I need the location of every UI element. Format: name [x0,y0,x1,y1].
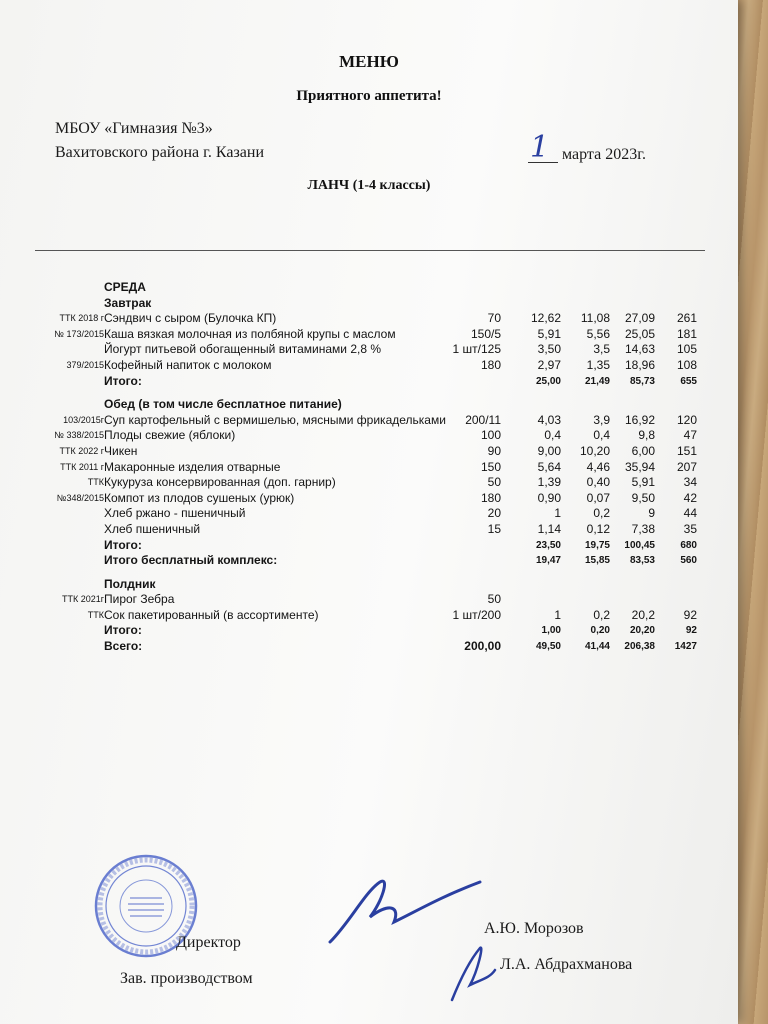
portion-size: 150 [480,459,501,474]
dish-name: Сок пакетированный (в ассортименте) [104,607,319,622]
recipe-code: №348/2015 [56,492,104,503]
portion-size: 20 [487,506,501,521]
calories-value: 207 [676,459,697,474]
fat-value: 3,5 [593,342,610,357]
carbs-value: 25,05 [624,326,655,341]
recipe-code: ТТК 2011 г [60,461,104,472]
dish-name: Кукуруза консервированная (доп. гарнир) [104,475,336,490]
total-calories: 680 [680,539,697,551]
protein-value: 0,4 [544,428,561,443]
menu-item-row [0,475,738,491]
recipe-code: ТТК [87,477,104,488]
protein-value: 1,14 [537,521,561,536]
portion-size: 180 [480,490,501,505]
portion-size: 50 [487,475,501,490]
protein-value: 4,03 [537,412,561,427]
calories-value: 35 [683,521,697,536]
calories-value: 151 [676,443,697,458]
portion-size: 90 [487,443,501,458]
total-row [0,538,738,554]
carbs-value: 35,94 [624,459,655,474]
recipe-code: 103/2015г [63,414,104,425]
portion-size: 1 шт/200 [452,607,501,622]
menu-item-row [0,358,738,374]
carbs-value: 27,09 [624,311,655,326]
fat-value: 0,4 [593,428,610,443]
recipe-code: ТТК [87,609,104,620]
portion-size: 100 [480,428,501,443]
deputy-signature-icon [440,940,510,1010]
day-label: СРЕДА [104,280,146,294]
recipe-code: № 173/2015 [54,328,104,339]
menu-table [0,280,738,655]
menu-item-row [0,444,738,460]
dish-name: Сэндвич с сыром (Булочка КП) [104,311,277,326]
menu-item-row [0,327,738,343]
protein-value: 5,91 [537,326,561,341]
menu-item-row [0,460,738,476]
dish-name: Хлеб ржано - пшеничный [104,506,246,521]
total-label: Итого: [104,537,142,552]
fat-value: 0,07 [586,490,610,505]
date-month-year: марта 2023г. [562,146,646,163]
total-protein: 25,00 [535,375,561,387]
deputy-name: Л.А. Абдрахманова [500,956,633,973]
protein-value: 1,39 [537,475,561,490]
portion-size: 50 [487,592,501,607]
total-protein: 49,50 [535,641,561,653]
total-calories: 92 [685,625,697,637]
total-fat: 15,85 [584,555,610,567]
total-calories: 1427 [674,641,697,653]
carbs-value: 7,38 [631,521,655,536]
total-calories: 655 [680,375,697,387]
fat-value: 10,20 [579,443,610,458]
calories-value: 92 [683,607,697,622]
recipe-code: ТТК 2022 г [59,445,104,456]
protein-value: 3,50 [537,342,561,357]
menu-item-row [0,522,738,538]
menu-item-row [0,608,738,624]
carbs-value: 9,50 [631,490,655,505]
calories-value: 34 [683,475,697,490]
total-calories: 560 [680,555,697,567]
carbs-value: 6,00 [631,443,655,458]
recipe-code: ТТК 2018 г [59,313,104,324]
total-label: Итого: [104,373,142,388]
section-title: Обед (в том числе бесплатное питание) [104,397,342,412]
calories-value: 120 [676,412,697,427]
protein-value: 5,64 [537,459,561,474]
section-header-row [0,397,738,413]
protein-value: 2,97 [537,357,561,372]
dish-name: Макаронные изделия отварные [104,459,281,474]
menu-item-row [0,506,738,522]
total-label: Итого бесплатный комплекс: [104,553,278,568]
section-spacer [0,569,738,577]
total-carbs: 83,53 [629,555,655,567]
date-day-handwritten: 1 [530,130,550,165]
portion-size: 150/5 [470,326,501,341]
fat-value: 0,12 [586,521,610,536]
day-row [0,280,738,296]
total-fat: 0,20 [590,625,610,637]
section-title: Полдник [104,576,156,591]
dish-name: Пирог Зебра [104,592,175,607]
total-fat: 19,75 [584,539,610,551]
carbs-value: 18,96 [624,357,655,372]
section-spacer [0,389,738,397]
carbs-value: 20,2 [631,607,655,622]
protein-value: 9,00 [537,443,561,458]
total-fat: 41,44 [584,641,610,653]
total-protein: 23,50 [535,539,561,551]
menu-item-row [0,592,738,608]
recipe-code: № 338/2015 [54,430,104,441]
calories-value: 44 [683,506,697,521]
menu-subtitle: Приятного аппетита! [296,88,442,104]
protein-value: 1 [554,607,561,622]
calories-value: 181 [676,326,697,341]
menu-item-row [0,342,738,358]
dish-name: Компот из плодов сушеных (урюк) [104,490,295,505]
director-name: А.Ю. Морозов [484,920,584,937]
recipe-code: ТТК 2021г [61,594,104,605]
protein-value: 12,62 [530,311,561,326]
total-carbs: 100,45 [624,539,655,551]
recipe-code: 379/2015 [66,359,104,370]
total-row [0,374,738,390]
menu-item-row [0,311,738,327]
fat-value: 11,08 [580,311,610,326]
total-carbs: 206,38 [624,641,655,653]
divider-line [35,250,705,251]
total-fat: 21,49 [584,375,610,387]
carbs-value: 5,91 [631,475,655,490]
dish-name: Каша вязкая молочная из полбяной крупы с маслом [104,326,396,341]
carbs-value: 16,92 [624,412,655,427]
dish-name: Кофейный напиток с молоком [104,357,272,372]
portion-size: 70 [487,311,501,326]
director-title: Директор [176,934,241,951]
calories-value: 47 [683,428,697,443]
portion-size: 200/11 [465,412,501,427]
deputy-title: Зав. производством [120,970,253,987]
director-signature-icon [320,862,490,952]
fat-value: 5,56 [586,326,610,341]
dish-name: Чикен [104,443,138,458]
school-district: Вахитовского района г. Казани [55,144,264,161]
menu-item-row [0,428,738,444]
carbs-value: 14,63 [624,342,655,357]
date-underline [528,162,558,163]
calories-value: 261 [676,311,697,326]
protein-value: 1 [554,506,561,521]
dish-name: Хлеб пшеничный [104,521,201,536]
lunch-title: ЛАНЧ (1-4 классы) [307,178,431,193]
menu-item-row [0,491,738,507]
total-row [0,623,738,639]
dish-name: Йогурт питьевой обогащенный витаминами 2,8 % [104,342,382,357]
fat-value: 0,40 [586,475,610,490]
section-header-row [0,577,738,593]
total-protein: 1,00 [541,625,561,637]
carbs-value: 9,8 [638,428,655,443]
fat-value: 1,35 [586,357,610,372]
total-carbs: 85,73 [629,375,655,387]
fat-value: 4,46 [586,459,610,474]
total-portion: 200,00 [464,639,501,654]
dish-name: Плоды свежие (яблоки) [104,428,236,443]
section-header-row [0,296,738,312]
total-label: Всего: [104,639,143,654]
protein-value: 0,90 [537,490,561,505]
school-name: МБОУ «Гимназия №3» [55,120,213,137]
portion-size: 180 [480,357,501,372]
calories-value: 105 [676,342,697,357]
dish-name: Суп картофельный с вермишелью, мясными фрикадельками [104,412,446,427]
fat-value: 0,2 [593,607,610,622]
total-row [0,553,738,569]
total-row [0,639,738,655]
calories-value: 42 [683,490,697,505]
menu-item-row [0,413,738,429]
total-label: Итого: [104,623,142,638]
total-carbs: 20,20 [629,625,655,637]
section-title: Завтрак [104,295,152,310]
carbs-value: 9 [648,506,655,521]
total-protein: 19,47 [535,555,561,567]
calories-value: 108 [676,357,697,372]
menu-title: МЕНЮ [339,52,399,71]
portion-size: 15 [487,521,501,536]
fat-value: 3,9 [593,412,610,427]
portion-size: 1 шт/125 [452,342,501,357]
fat-value: 0,2 [593,506,610,521]
